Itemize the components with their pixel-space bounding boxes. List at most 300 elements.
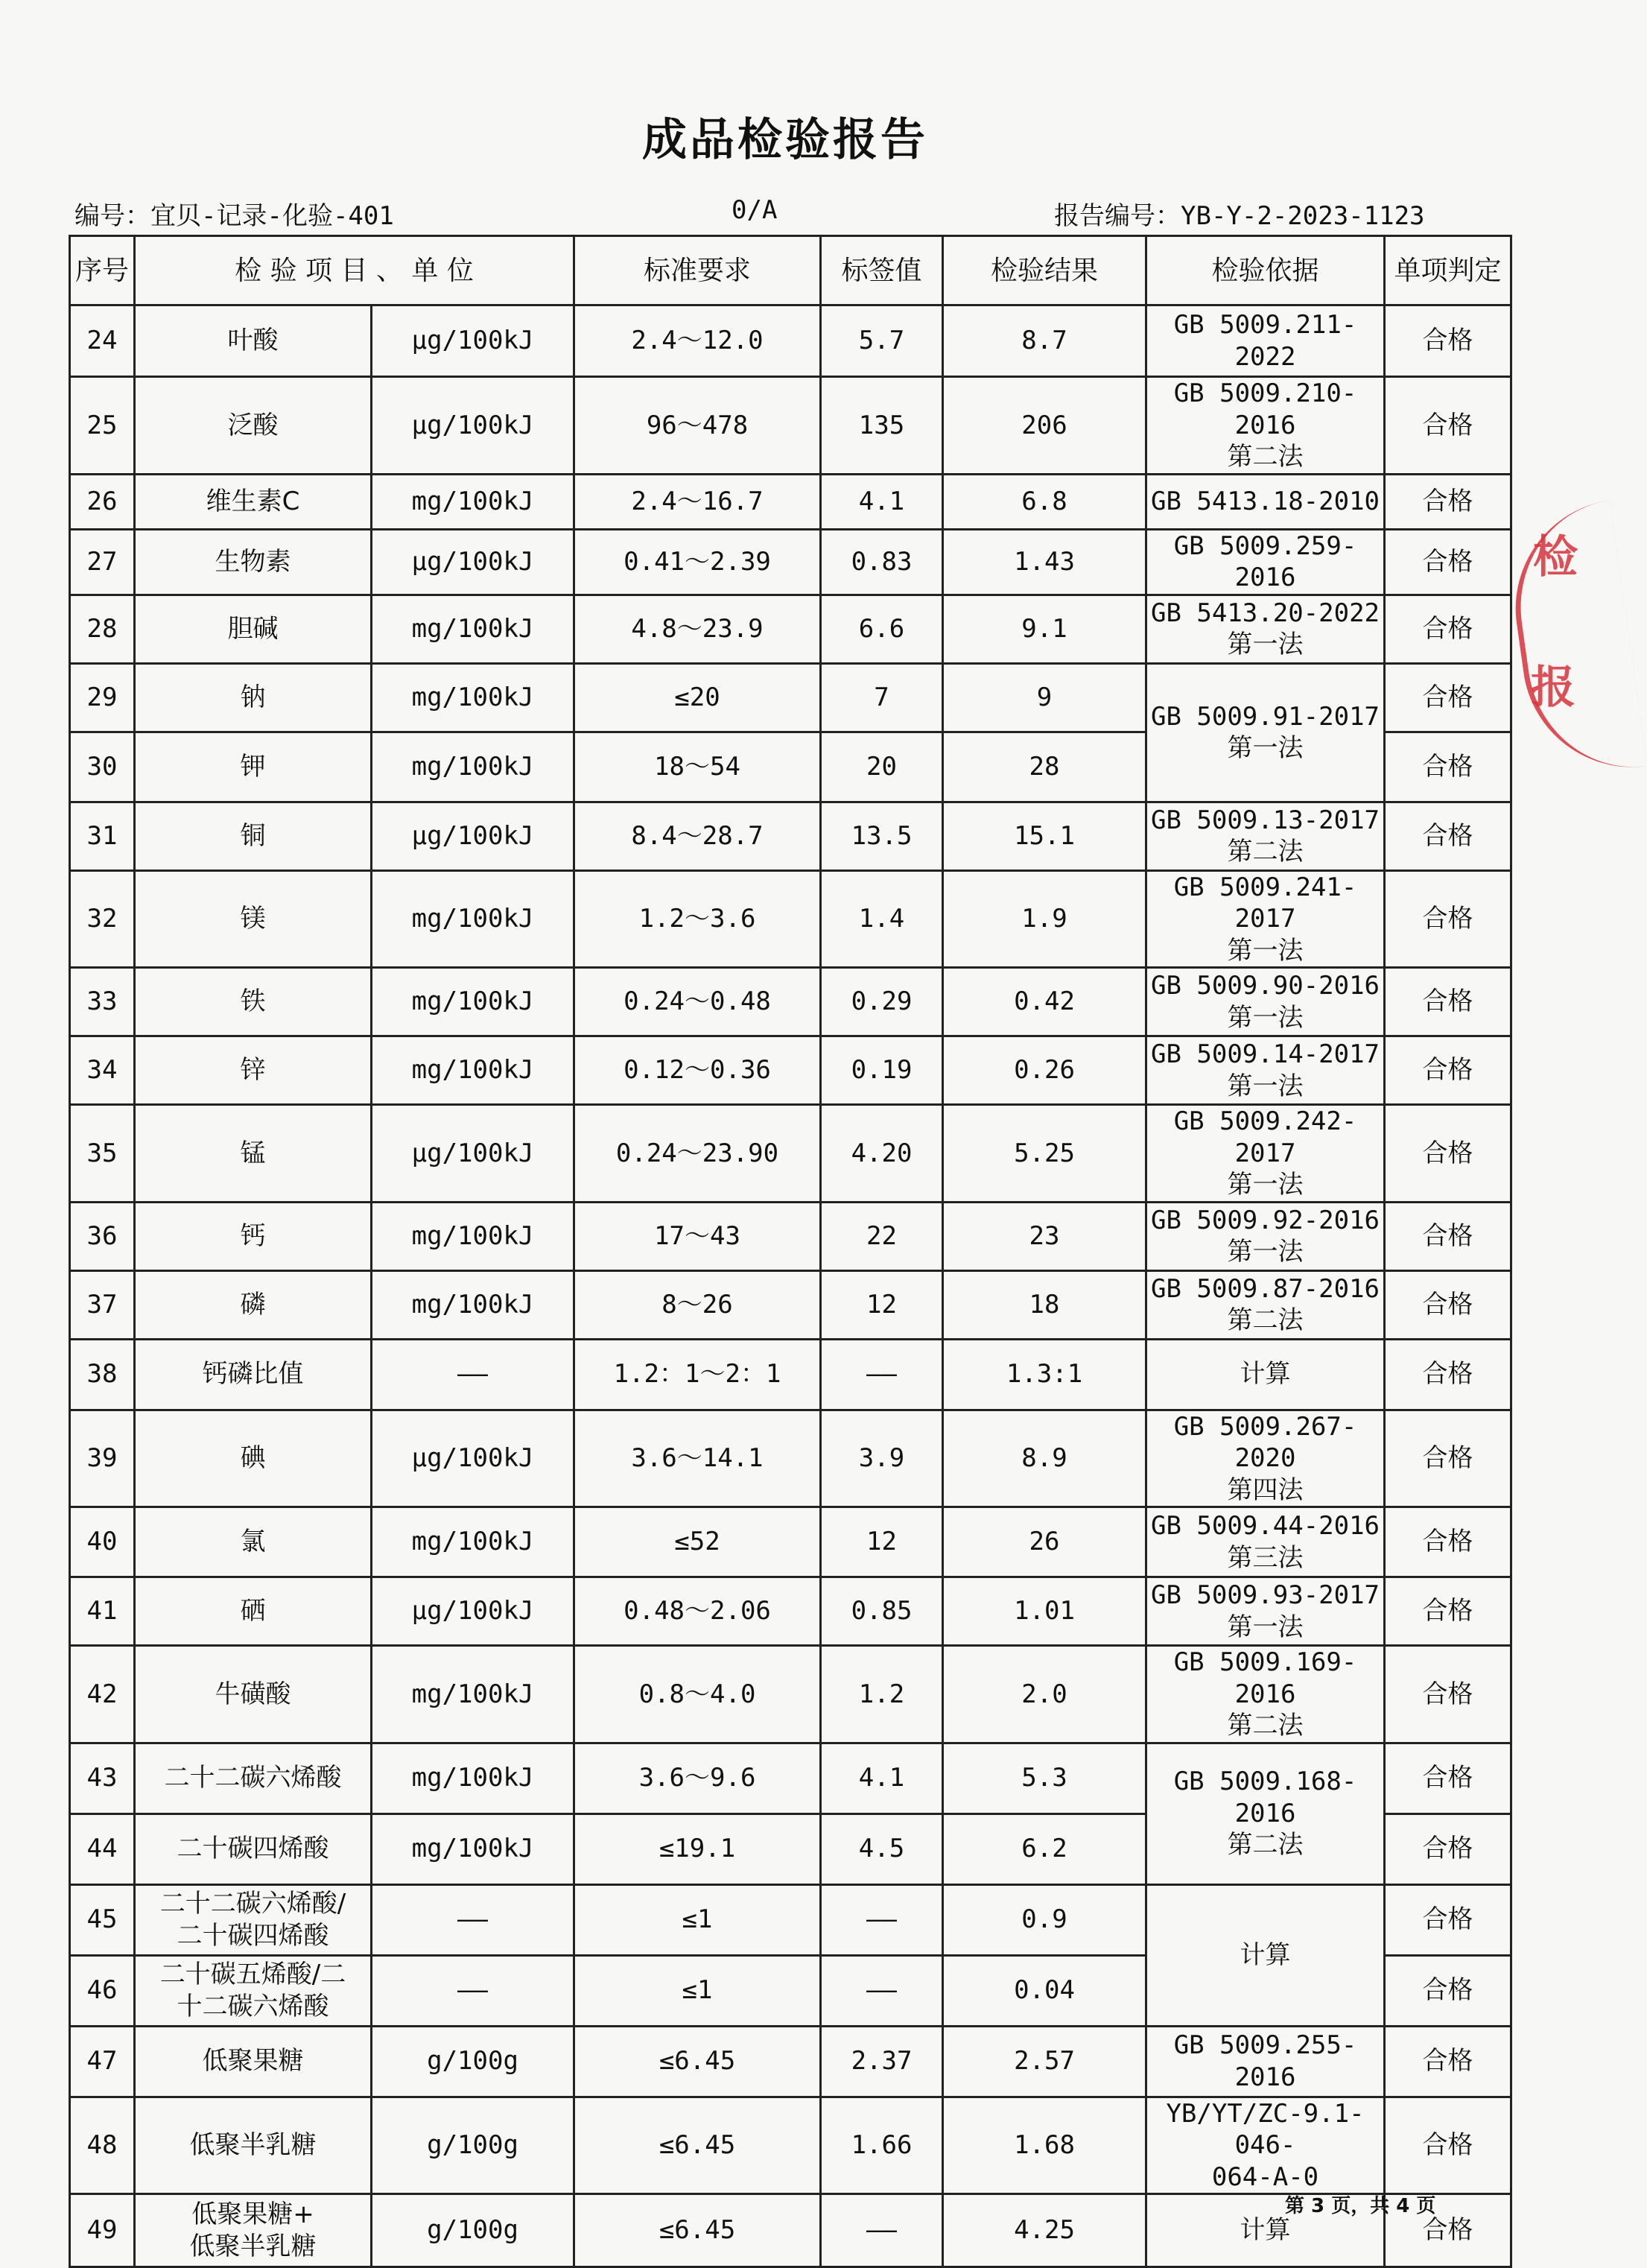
basis-cell [1146,1036,1385,1105]
result-cell: 23 [943,1202,1146,1270]
table-row [70,1339,1511,1410]
label-value-cell: 13.5 [821,802,943,870]
item-cell [135,377,372,475]
line: 钙 [240,1220,266,1251]
line: 磷 [240,1289,266,1320]
result-cell: 2.0 [943,1646,1146,1743]
table-row [70,1646,1511,1743]
item-cell [135,1884,372,1955]
table-row [70,663,1511,732]
line: GB 5009.87-2016 [1150,1273,1380,1304]
standard-cell: ≤1 [574,1884,821,1955]
line: 钾 [240,751,266,782]
basis-cell [1146,2026,1385,2097]
item-cell [135,732,372,802]
table-row [70,1410,1511,1507]
table-row [70,1202,1511,1270]
basis-cell [1146,377,1385,475]
standard-cell: 4.8～23.9 [574,595,821,663]
line: GB 5009.91-2017 [1150,701,1380,732]
label-value-cell: 5.7 [821,305,943,377]
unit-cell: μg/100kJ [372,802,574,870]
line: 第三法 [1227,1542,1304,1573]
result-cell: 1.68 [943,2097,1146,2194]
line: 硒 [240,1596,266,1626]
basis-cell [1146,1577,1385,1646]
table-row [70,1577,1511,1646]
item-cell [135,870,372,968]
result-cell: 18 [943,1270,1146,1339]
line: 钠 [240,682,266,712]
label-value-cell: —— [821,1955,943,2026]
verdict-cell: 合格 [1385,1507,1511,1577]
header-basis: 检验依据 [1146,236,1385,305]
result-cell: 1.9 [943,870,1146,968]
line: GB 5009.259-2016 [1173,530,1357,592]
standard-cell: 2.4～16.7 [574,474,821,529]
basis-cell [1146,1105,1385,1203]
basis-cell [1146,305,1385,377]
table-row [70,870,1511,968]
item-cell [135,2194,372,2267]
label-value-cell: 4.5 [821,1814,943,1884]
standard-cell: 96～478 [574,377,821,475]
seq-cell: 44 [70,1814,135,1884]
verdict-cell: 合格 [1385,870,1511,968]
verdict-cell: 合格 [1385,2194,1511,2267]
standard-cell: 17～43 [574,1202,821,1270]
line: GB 5009.92-2016 [1150,1205,1380,1235]
unit-cell: —— [372,1339,574,1410]
unit-cell: μg/100kJ [372,377,574,475]
unit-cell: —— [372,1955,574,2026]
seq-cell: 34 [70,1036,135,1105]
standard-cell: 0.12～0.36 [574,1036,821,1105]
standard-cell: 0.48～2.06 [574,1577,821,1646]
unit-cell: μg/100kJ [372,1105,574,1203]
standard-cell: 8～26 [574,1270,821,1339]
standard-cell: ≤1 [574,1955,821,2026]
label-value-cell: 1.4 [821,870,943,968]
line: 第一法 [1227,935,1304,966]
standard-cell: 8.4～28.7 [574,802,821,870]
seq-cell: 40 [70,1507,135,1577]
item-cell [135,1410,372,1507]
table-header-row [70,236,1511,305]
seq-cell: 30 [70,732,135,802]
line: 第一法 [1227,630,1304,659]
verdict-cell: 合格 [1385,802,1511,870]
basis-cell [1146,1646,1385,1743]
unit-cell: μg/100kJ [372,529,574,595]
unit-cell: mg/100kJ [372,474,574,529]
standard-cell: ≤20 [574,663,821,732]
line: 低聚果糖+ [191,2199,314,2229]
line: 锰 [240,1138,266,1168]
seq-cell: 25 [70,377,135,475]
label-value-cell: 1.2 [821,1646,943,1743]
line: GB 5009.93-2017 [1150,1580,1380,1610]
line: 二十二碳六烯酸 [164,1763,342,1793]
unit-cell: —— [372,1884,574,1955]
verdict-cell: 合格 [1385,474,1511,529]
line: 第一法 [1227,1170,1304,1200]
table-row [70,377,1511,475]
table-row [70,1507,1511,1577]
table-row [70,1036,1511,1105]
basis-cell [1146,663,1385,802]
standard-cell: 18～54 [574,732,821,802]
seq-cell: 31 [70,802,135,870]
table-row [70,1884,1511,1955]
result-cell: 28 [943,732,1146,802]
seq-cell: 27 [70,529,135,595]
seq-cell: 43 [70,1743,135,1814]
unit-cell: mg/100kJ [372,1814,574,1884]
unit-cell: mg/100kJ [372,870,574,968]
result-cell: 9.1 [943,595,1146,663]
unit-cell: μg/100kJ [372,1577,574,1646]
unit-cell: mg/100kJ [372,1036,574,1105]
seq-cell: 29 [70,663,135,732]
result-cell: 0.04 [943,1955,1146,2026]
label-value-cell: 22 [821,1202,943,1270]
revision: 0/A [732,195,778,225]
line: 第二法 [1227,442,1304,472]
seq-cell: 28 [70,595,135,663]
verdict-cell: 合格 [1385,305,1511,377]
verdict-cell: 合格 [1385,1339,1511,1410]
line: 牛磺酸 [215,1679,291,1709]
header-item-unit: 检 验 项 目 、 单 位 [135,236,574,305]
line: 镁 [240,904,266,934]
item-cell [135,1646,372,1743]
item-cell [135,474,372,529]
line: GB 5009.13-2017 [1150,805,1380,835]
line: 第一法 [1227,1237,1304,1267]
item-cell [135,1339,372,1410]
verdict-cell: 合格 [1385,377,1511,475]
result-cell: 0.42 [943,968,1146,1036]
verdict-cell: 合格 [1385,663,1511,732]
table-row [70,968,1511,1036]
item-cell [135,595,372,663]
label-value-cell: 6.6 [821,595,943,663]
standard-cell: ≤6.45 [574,2097,821,2194]
standard-cell: 3.6～9.6 [574,1743,821,1814]
standard-cell: ≤6.45 [574,2194,821,2267]
basis-cell [1146,1339,1385,1410]
standard-cell: 0.24～0.48 [574,968,821,1036]
basis-cell [1146,1270,1385,1339]
verdict-cell: 合格 [1385,529,1511,595]
seq-cell: 45 [70,1884,135,1955]
table-row [70,474,1511,529]
record-number: 编号：宜贝-记录-化验-401 [74,201,394,231]
result-cell: 8.9 [943,1410,1146,1507]
standard-cell: 3.6～14.1 [574,1410,821,1507]
line: 第二法 [1227,1830,1304,1860]
seq-cell: 48 [70,2097,135,2194]
unit-cell: g/100g [372,2026,574,2097]
verdict-cell: 合格 [1385,1577,1511,1646]
header-standard: 标准要求 [574,236,821,305]
unit-cell: mg/100kJ [372,663,574,732]
seq-cell: 49 [70,2194,135,2267]
verdict-cell: 合格 [1385,1646,1511,1743]
unit-cell: mg/100kJ [372,1507,574,1577]
unit-cell: μg/100kJ [372,305,574,377]
line: 第二法 [1227,1305,1304,1335]
table-row [70,305,1511,377]
line: 第二法 [1227,1711,1304,1740]
seq-cell: 38 [70,1339,135,1410]
line: 叶酸 [227,326,279,356]
verdict-cell: 合格 [1385,1743,1511,1814]
seq-cell: 42 [70,1646,135,1743]
verdict-cell: 合格 [1385,1884,1511,1955]
verdict-cell: 合格 [1385,732,1511,802]
seq-cell: 33 [70,968,135,1036]
line: 第一法 [1227,733,1304,763]
item-cell [135,802,372,870]
result-cell: 206 [943,377,1146,475]
label-value-cell: 135 [821,377,943,475]
standard-cell: 2.4～12.0 [574,305,821,377]
inspection-table [69,235,1512,2268]
standard-cell: 0.24～23.90 [574,1105,821,1203]
line: 二十碳四烯酸 [177,1834,329,1864]
seq-cell: 32 [70,870,135,968]
line: 二十碳五烯酸/二 [159,1960,346,1989]
basis-cell [1146,1884,1385,2026]
label-value-cell: 20 [821,732,943,802]
label-value-cell: 12 [821,1270,943,1339]
item-cell [135,1036,372,1105]
line: 低聚半乳糖 [189,2130,317,2160]
label-value-cell: 0.85 [821,1577,943,1646]
header-label: 标签值 [821,236,943,305]
basis-cell [1146,1507,1385,1577]
verdict-cell: 合格 [1385,1955,1511,2026]
seq-cell: 26 [70,474,135,529]
result-cell: 15.1 [943,802,1146,870]
line: 钙磷比值 [202,1359,304,1390]
item-cell [135,1202,372,1270]
unit-cell: mg/100kJ [372,595,574,663]
item-cell [135,968,372,1036]
stamp-glyph: 检 [1533,531,1578,583]
basis-cell [1146,968,1385,1036]
line: 计算 [1240,1359,1291,1390]
label-value-cell: 4.1 [821,1743,943,1814]
line: 铁 [240,986,266,1017]
basis-cell [1146,2097,1385,2194]
basis-cell [1146,474,1385,529]
result-cell: 1.01 [943,1577,1146,1646]
verdict-cell: 合格 [1385,2026,1511,2097]
standard-cell: ≤6.45 [574,2026,821,2097]
line: GB 5413.18-2010 [1150,486,1380,516]
result-cell: 1.43 [943,529,1146,595]
basis-cell [1146,802,1385,870]
label-value-cell: 12 [821,1507,943,1577]
label-value-cell: 4.20 [821,1105,943,1203]
label-value-cell: 4.1 [821,474,943,529]
line: GB 5413.20-2022 [1150,598,1380,628]
unit-cell: μg/100kJ [372,1410,574,1507]
line: 铜 [240,820,266,851]
label-value-cell: —— [821,2194,943,2267]
unit-cell: mg/100kJ [372,1743,574,1814]
label-value-cell: 0.19 [821,1036,943,1105]
table-row [70,1743,1511,1814]
unit-cell: g/100g [372,2097,574,2194]
line: 低聚半乳糖 [189,2231,317,2261]
standard-cell: 1.2：1～2：1 [574,1339,821,1410]
header-result: 检验结果 [943,236,1146,305]
line: 泛酸 [227,410,279,440]
label-value-cell: 3.9 [821,1410,943,1507]
seq-cell: 39 [70,1410,135,1507]
seq-cell: 36 [70,1202,135,1270]
standard-cell: 1.2～3.6 [574,870,821,968]
line: GB 5009.267-2020 [1173,1411,1357,1473]
basis-cell [1146,1202,1385,1270]
label-value-cell: 0.29 [821,968,943,1036]
line: 064-A-0 [1211,2161,1319,2192]
line: 第二法 [1227,837,1304,867]
item-cell [135,2097,372,2194]
basis-cell [1146,1410,1385,1507]
verdict-cell: 合格 [1385,1105,1511,1203]
header-seq: 序号 [70,236,135,305]
unit-cell: mg/100kJ [372,1270,574,1339]
seq-cell: 37 [70,1270,135,1339]
stamp-glyph: 报 [1531,662,1575,714]
unit-cell: mg/100kJ [372,1202,574,1270]
basis-cell [1146,529,1385,595]
line: 低聚果糖 [202,2046,304,2077]
line: GB 5009.241-2017 [1173,872,1357,934]
line: 胆碱 [227,613,279,644]
line: 维生素C [206,486,300,516]
item-cell [135,305,372,377]
line: 十二碳六烯酸 [177,1991,329,2021]
label-value-cell: —— [821,1339,943,1410]
result-cell: 0.9 [943,1884,1146,1955]
line: 计算 [1240,2215,1291,2246]
result-cell: 6.8 [943,474,1146,529]
item-cell [135,1105,372,1203]
line: GB 5009.168-2016 [1173,1767,1357,1828]
result-cell: 5.25 [943,1105,1146,1203]
verdict-cell: 合格 [1385,1270,1511,1339]
line: 第一法 [1227,1612,1304,1642]
verdict-cell: 合格 [1385,1814,1511,1884]
line: GB 5009.242-2017 [1173,1106,1357,1168]
page-number: 第 3 页，共 4 页 [1285,2195,1436,2217]
line: 第一法 [1227,1002,1304,1033]
item-cell [135,663,372,732]
basis-cell [1146,870,1385,968]
line: 计算 [1240,1939,1291,1970]
item-cell [135,1577,372,1646]
table-row [70,1270,1511,1339]
line: GB 5009.169-2016 [1173,1647,1357,1709]
unit-cell: g/100g [372,2194,574,2267]
line: 生物素 [215,546,291,577]
line: GB 5009.255-2016 [1173,2030,1357,2092]
label-value-cell: 1.66 [821,2097,943,2194]
label-value-cell: —— [821,1884,943,1955]
item-cell [135,2026,372,2097]
line: 二十碳四烯酸 [177,1920,329,1951]
unit-cell: mg/100kJ [372,968,574,1036]
seq-cell: 47 [70,2026,135,2097]
item-cell [135,1743,372,1814]
line: GB 5009.14-2017 [1150,1039,1380,1069]
result-cell: 6.2 [943,1814,1146,1884]
standard-cell: 0.8～4.0 [574,1646,821,1743]
unit-cell: mg/100kJ [372,732,574,802]
verdict-cell: 合格 [1385,595,1511,663]
seq-cell: 24 [70,305,135,377]
verdict-cell: 合格 [1385,1036,1511,1105]
line: 第四法 [1227,1474,1304,1505]
line: 碘 [240,1443,266,1473]
table-row [70,802,1511,870]
verdict-cell: 合格 [1385,1202,1511,1270]
standard-cell: ≤19.1 [574,1814,821,1884]
line: 第一法 [1227,1071,1304,1101]
table-row [70,2026,1511,2097]
line: 二十二碳六烯酸/ [159,1889,346,1919]
result-cell: 26 [943,1507,1146,1577]
line: GB 5009.44-2016 [1150,1511,1380,1541]
verdict-cell: 合格 [1385,2097,1511,2194]
verdict-cell: 合格 [1385,968,1511,1036]
result-cell: 9 [943,663,1146,732]
item-cell [135,1507,372,1577]
report-number: 报告编号：YB-Y-2-2023-1123 [1054,201,1425,231]
table-row [70,529,1511,595]
label-value-cell: 7 [821,663,943,732]
label-value-cell: 2.37 [821,2026,943,2097]
unit-cell: mg/100kJ [372,1646,574,1743]
line: 锌 [240,1055,266,1086]
line: GB 5009.90-2016 [1150,971,1380,1001]
result-cell: 1.3:1 [943,1339,1146,1410]
verdict-cell: 合格 [1385,1410,1511,1507]
item-cell [135,1270,372,1339]
table-row [70,2097,1511,2194]
result-cell: 0.26 [943,1036,1146,1105]
basis-cell [1146,1743,1385,1884]
result-cell: 2.57 [943,2026,1146,2097]
result-cell: 5.3 [943,1743,1146,1814]
seq-cell: 41 [70,1577,135,1646]
result-cell: 8.7 [943,305,1146,377]
seq-cell: 35 [70,1105,135,1203]
label-value-cell: 0.83 [821,529,943,595]
table-row [70,1105,1511,1203]
table-row [70,595,1511,663]
line: GB 5009.211-2022 [1173,310,1357,372]
item-cell [135,1814,372,1884]
line: GB 5009.210-2016 [1173,378,1357,440]
line: 氯 [240,1527,266,1557]
